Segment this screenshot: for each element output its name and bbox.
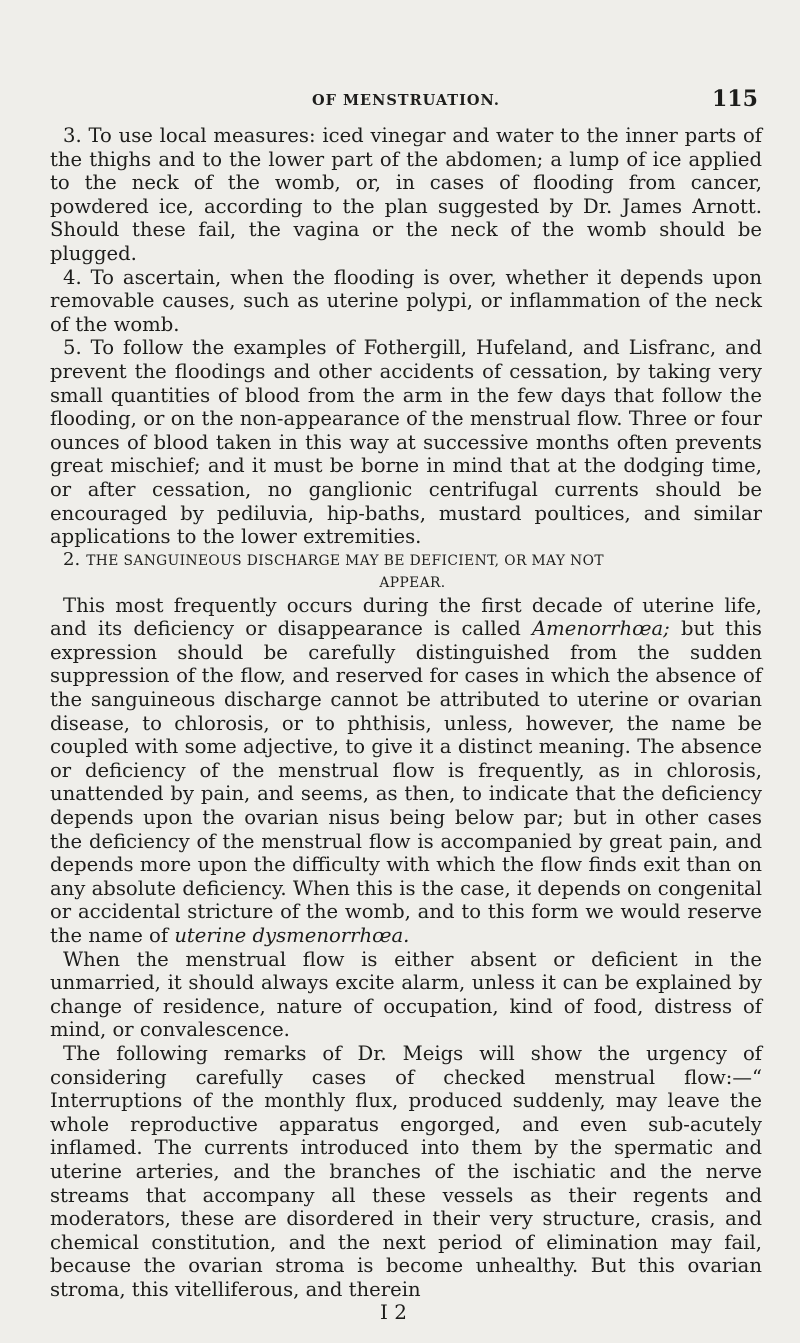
- section-number: 2.: [63, 548, 81, 570]
- meigs-quote-paragraph: The following remarks of Dr. Meigs will show the urgency of considering carefully cases of checked menstrual flow:—“ Interruptions of the monthly flux, produced suddenly, may leave the whole reproductive apparatus engorged, and even sub-acutely inflamed. The currents introduced into them by the spermatic and uterine arteries, and the branches of the ischiatic and the nerve streams that accompany all these vessels as their regents and moderators, these are disordered in their very structure, crasis, and chemical constitution, and the next period of elimination may fail, because the ovarian stroma is become unhealthy. But this ovarian stroma, this vitelliferous, and therein: [50, 1041, 762, 1301]
- body-text: [50, 124, 762, 1302]
- page-number: 115: [712, 86, 758, 112]
- section-heading-line2: APPEAR.: [379, 574, 446, 591]
- paragraph-item-3: 3. To use local measures: iced vinegar and water to the inner parts of the thighs and to the lower part of the abdomen; a lump of ice applied to the neck of the womb, or, in cases of flooding from cancer, powdered ice, according to the plan suggested by Dr. James Arnott. Should these fail, the vagina or the neck of the womb should be plugged.: [50, 124, 762, 265]
- amenorrhoea-term: Amenorrhœa;: [532, 617, 670, 641]
- page-header: [0, 86, 800, 116]
- signature-mark: I 2: [380, 1300, 407, 1324]
- unmarried-paragraph: When the menstrual flow is either absent or deficient in the unmarried, it should always excite alarm, unless it can be explained by change of residence, nature of occupation, kind of food, distress of mind, or convalescence.: [50, 947, 762, 1042]
- running-head: OF MENSTRUATION.: [312, 92, 500, 109]
- amenorrhoea-paragraph: [50, 594, 762, 948]
- uterine-dysmenorrhoea-term: uterine dysmenorrhœa.: [174, 924, 410, 947]
- amenorrhoea-text-middle: but this expression should be carefully distinguished from the sudden suppression of the flow, and reserved for cases in which the absence of the sanguineous discharge cannot be attributed to uterine or ovarian disease, to chlorosis, or to phthisis, unless, however, the name be coupled with some adjective, to give it a distinct meaning. The absence or deficiency of the menstrual flow is frequently, as in chlorosis, unattended by pain, and seems, as then, to indicate that the deficiency depends upon the ovarian nisus being below par; but in other cases the deficiency of the menstrual flow is accompanied by great pain, and depends more upon the difficulty with which the flow finds exit than on any absolute deficiency. When this is the case, it depends on congenital or accidental stricture of the womb, and to this form we would reserve the name of: [50, 617, 762, 947]
- paragraph-item-5: 5. To follow the examples of Fothergill, Hufeland, and Lisfranc, and prevent the floodings and other accidents of cessation, by taking very small quantities of blood from the arm in the few days that follow the flooding, or on the non-appearance of the menstrual flow. Three or four ounces of blood taken in this way at successive months often prevents great mischief; and it must be borne in mind that at the dodging time, or after cessation, no ganglionic centrifugal currents should be encouraged by pediluvia, hip-baths, mustard poultices, and similar applications to the lower extremities.: [50, 336, 762, 549]
- section-heading: [50, 549, 762, 594]
- amenorrhoea-text-start: This most frequently occurs during the first decade of uterine life, and its deficiency or disappearance is called: [50, 593, 762, 641]
- paragraph-item-4: 4. To ascertain, when the flooding is over, whether it depends upon removable causes, such as uterine polypi, or inflammation of the neck of the womb.: [50, 265, 762, 336]
- section-heading-line1: THE SANGUINEOUS DISCHARGE MAY BE DEFICIENT, OR MAY NOT: [86, 552, 604, 569]
